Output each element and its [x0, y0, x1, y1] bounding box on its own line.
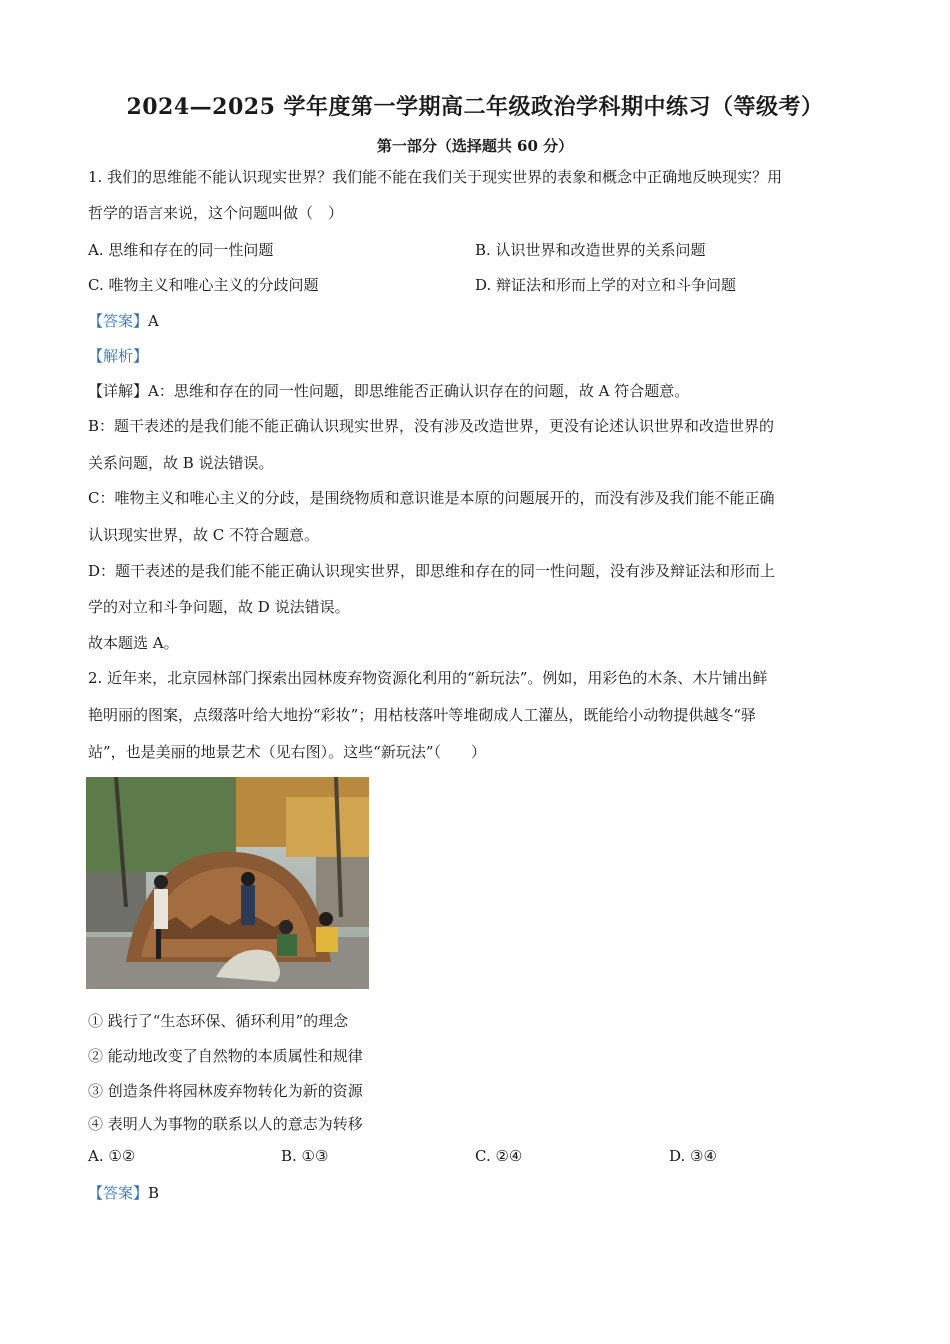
q2-stem-line-3: 站”，也是美丽的地景艺术（见右图）。这些“新玩法”（ ）	[88, 743, 487, 761]
q1-detail-line: 学的对立和斗争问题，故 D 说法错误。	[88, 598, 350, 616]
answer-value: B	[148, 1184, 160, 1202]
detail-tag: 【详解】	[88, 382, 149, 400]
q1-option-a: A. 思维和存在的同一性问题	[88, 241, 274, 259]
q1-analysis-tag: 【解析】	[88, 347, 149, 365]
q1-option-b: B. 认识世界和改造世界的关系问题	[475, 241, 706, 259]
q2-option-b: B. ①③	[281, 1147, 329, 1165]
page-title: 2024—2025 学年度第一学期高二年级政治学科期中练习（等级考）	[126, 94, 824, 120]
answer-tag: 【答案】	[88, 1184, 149, 1202]
q2-statement-4: ④ 表明人为事物的联系以人的意志为转移	[88, 1115, 363, 1133]
q2-option-d: D. ③④	[669, 1147, 717, 1165]
q1-detail-line	[88, 380, 689, 401]
q1-option-c: C. 唯物主义和唯心主义的分歧问题	[88, 276, 319, 294]
q1-detail-line: B：题干表述的是我们能不能正确认识现实世界，没有涉及改造世界，更没有论述认识世界和改造世界的	[88, 417, 775, 435]
q2-stem-line-1: 2. 近年来，北京园林部门探索出园林废弃物资源化利用的“新玩法”。例如，用彩色的木条、木片铺出鲜	[88, 669, 768, 687]
q1-detail-line: C：唯物主义和唯心主义的分歧，是围绕物质和意识谁是本原的问题展开的，而没有涉及我们能不能正确	[88, 489, 775, 507]
answer-tag: 【答案】	[88, 312, 149, 330]
section-heading: 第一部分（选择题共 60 分）	[376, 137, 574, 155]
q1-option-d: D. 辩证法和形而上学的对立和斗争问题	[475, 276, 737, 294]
q2-statement-2: ② 能动地改变了自然物的本质属性和规律	[88, 1047, 363, 1065]
q2-statement-3: ③ 创造条件将园林废弃物转化为新的资源	[88, 1082, 363, 1100]
q2-option-c: C. ②④	[475, 1147, 523, 1165]
q1-stem-line-2: 哲学的语言来说，这个问题叫做（ ）	[88, 204, 344, 222]
q1-stem-line-1: 1. 我们的思维能不能认识现实世界？我们能不能在我们关于现实世界的表象和概念中正确地反映现实？用	[88, 168, 783, 186]
q2-stem-line-2: 艳明丽的图案，点缀落叶给大地扮“彩妆”；用枯枝落叶等堆砌成人工灌丛，既能给小动物提供越冬“驿	[88, 706, 757, 724]
detail-text: A：思维和存在的同一性问题，即思维能否正确认识存在的问题，故 A 符合题意。	[148, 382, 690, 400]
q1-detail-line: 关系问题，故 B 说法错误。	[88, 454, 274, 472]
q1-detail-line: 认识现实世界，故 C 不符合题意。	[88, 526, 320, 544]
q1-detail-line: D：题干表述的是我们能不能正确认识现实世界，即思维和存在的同一性问题，没有涉及辩证法和形而上	[88, 562, 776, 580]
leaf-shelter-photo	[86, 777, 369, 989]
q1-answer	[88, 310, 159, 331]
q1-conclusion: 故本题选 A。	[88, 634, 179, 652]
q2-answer	[88, 1182, 159, 1203]
q2-statement-1: ① 践行了“生态环保、循环利用”的理念	[88, 1012, 349, 1030]
q2-option-a: A. ①②	[88, 1147, 136, 1165]
answer-value: A	[148, 312, 159, 330]
